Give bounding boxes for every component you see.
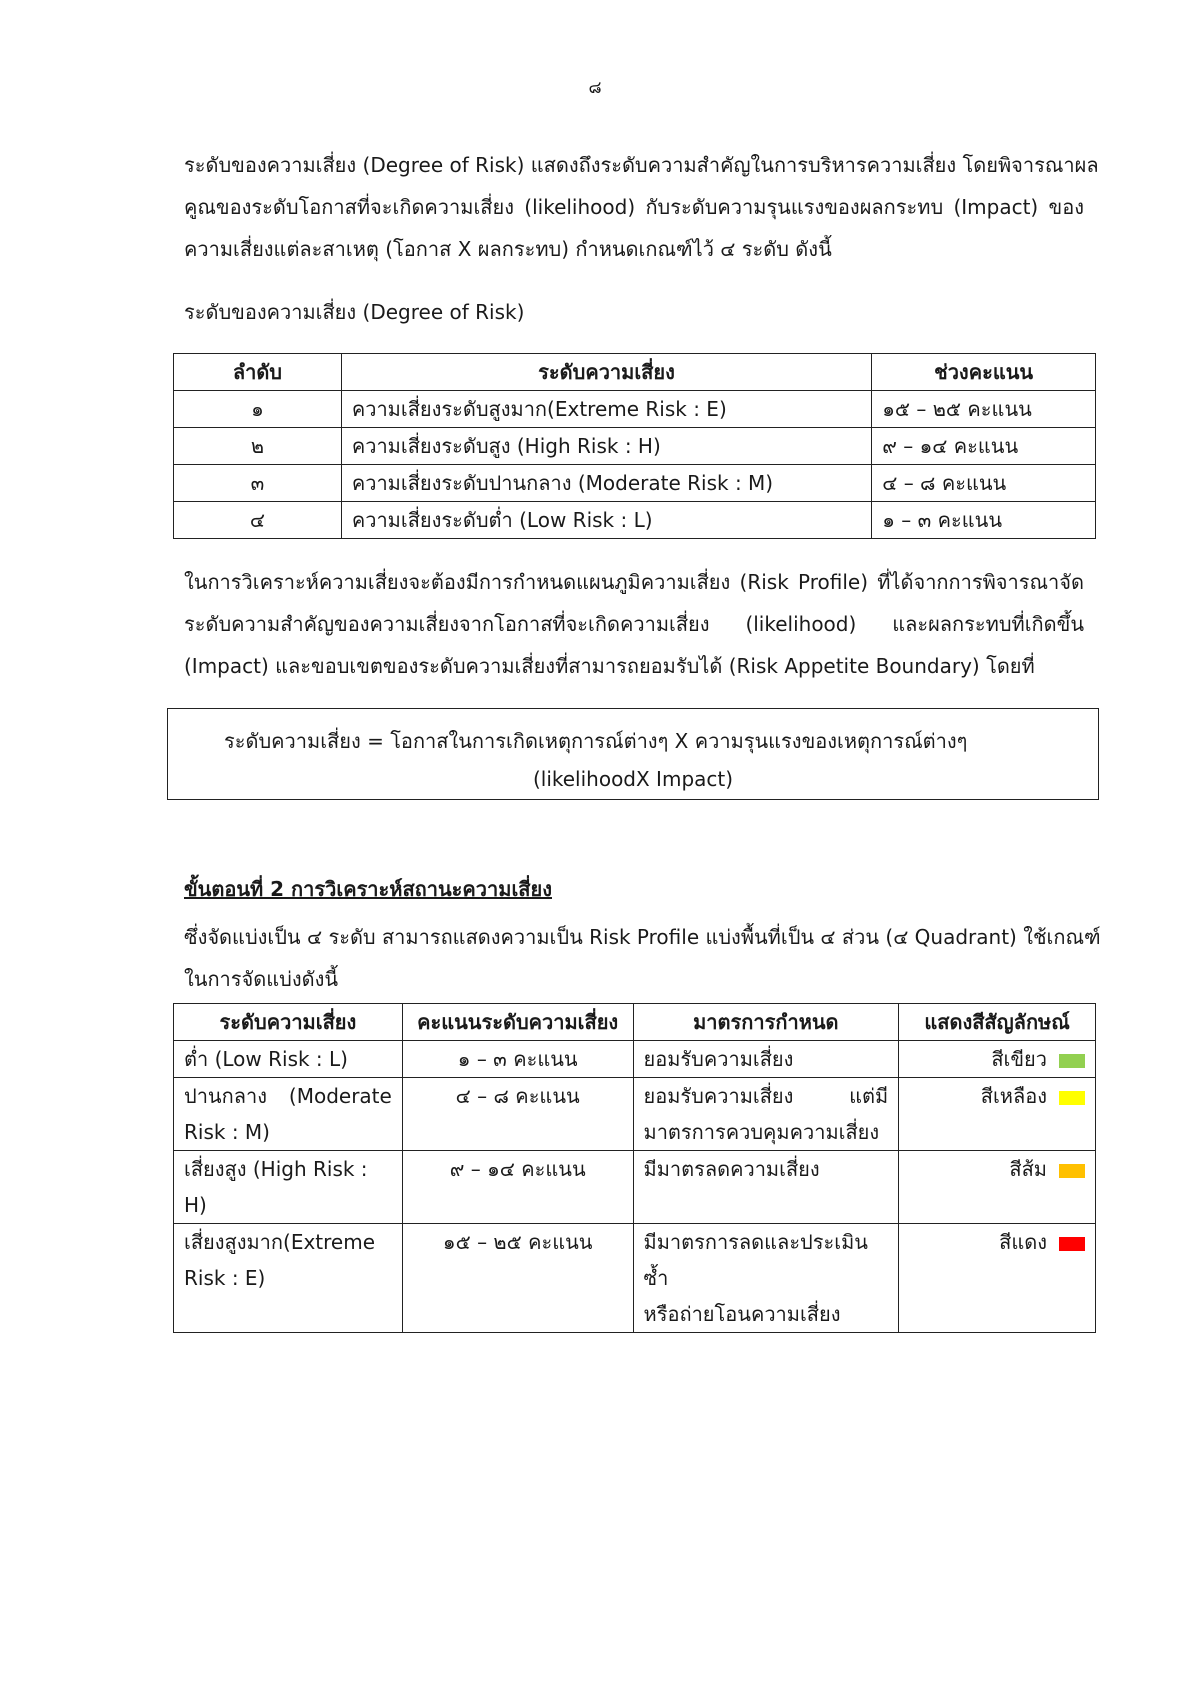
- formula-box: [167, 708, 1099, 800]
- table-row: [174, 1224, 1096, 1333]
- color-symbol: [899, 1041, 1096, 1078]
- risk-level-text: ปานกลาง (Moderate: [184, 1084, 392, 1108]
- column-header: ระดับความเสี่ยง: [174, 1004, 403, 1041]
- risk-level: ความเสี่ยงระดับสูงมาก(Extreme Risk : E): [341, 391, 871, 428]
- score-range: ๑ – ๓ คะแนน: [872, 502, 1096, 539]
- measure-text: หรือถ่ายโอนความเสี่ยง: [643, 1302, 841, 1326]
- score-range: ๑๕ – ๒๕ คะแนน: [402, 1224, 633, 1333]
- analysis-line: ในการวิเคราะห์ความเสี่ยงจะต้องมีการกำหนดแผนภูมิความเสี่ยง (Risk Profile) ที่ได้จากการพิจารณาจัด: [184, 570, 1084, 594]
- table-row: [174, 428, 1096, 465]
- color-label: สีแดง: [999, 1230, 1047, 1254]
- formula-line: (likelihoodX Impact): [532, 767, 734, 791]
- color-symbol: [899, 1224, 1096, 1333]
- step2-paragraph: [184, 916, 1101, 1000]
- formula-line: ระดับความเสี่ยง = โอกาสในการเกิดเหตุการณ์ต่างๆ X ความรุนแรงของเหตุการณ์ต่างๆ: [224, 729, 968, 753]
- risk-status-table: [173, 1003, 1096, 1333]
- measure: [633, 1041, 899, 1078]
- measure-text: ยอมรับความเสี่ยง: [643, 1047, 794, 1071]
- table-header-row: [174, 354, 1096, 391]
- measure: [633, 1151, 899, 1224]
- table-row: [174, 391, 1096, 428]
- row-number: ๒: [174, 428, 342, 465]
- analysis-paragraph: [184, 561, 1084, 687]
- risk-level-text: Risk : M): [184, 1120, 270, 1144]
- risk-level-text: ต่ำ (Low Risk : L): [184, 1047, 348, 1071]
- measure-text: ยอมรับความเสี่ยง แต่มี: [643, 1084, 889, 1108]
- color-label: สีเหลือง: [980, 1084, 1047, 1108]
- intro-paragraph: [184, 144, 1099, 270]
- intro-line: คูณของระดับโอกาสที่จะเกิดความเสี่ยง (likelihood) กับระดับความรุนแรงของผลกระทบ (Impact) ของ: [184, 195, 1084, 219]
- risk-level: ความเสี่ยงระดับต่ำ (Low Risk : L): [341, 502, 871, 539]
- risk-level-text: เสี่ยงสูง (High Risk : H): [184, 1157, 368, 1217]
- intro-line: ระดับของความเสี่ยง (Degree of Risk) แสดงถึงระดับความสำคัญในการบริหารความเสี่ยง โดยพิจารณาผล: [184, 153, 1099, 177]
- table-row: [174, 1078, 1096, 1151]
- table-row: [174, 465, 1096, 502]
- color-label: สีเขียว: [991, 1047, 1047, 1071]
- row-number: ๑: [174, 391, 342, 428]
- column-header: ช่วงคะแนน: [872, 354, 1096, 391]
- color-swatch: [1059, 1164, 1085, 1178]
- color-symbol: [899, 1078, 1096, 1151]
- degree-of-risk-table: [173, 353, 1096, 539]
- color-swatch: [1059, 1091, 1085, 1105]
- section-heading: ขั้นตอนที่ 2 การวิเคราะห์สถานะความเสี่ยง: [184, 877, 552, 901]
- risk-level: ความเสี่ยงระดับปานกลาง (Moderate Risk : M): [341, 465, 871, 502]
- column-header: ระดับความเสี่ยง: [341, 354, 871, 391]
- row-number: ๓: [174, 465, 342, 502]
- risk-level: [174, 1151, 403, 1224]
- column-header: มาตรการกำหนด: [633, 1004, 899, 1041]
- score-range: ๙ – ๑๔ คะแนน: [872, 428, 1096, 465]
- table-row: [174, 502, 1096, 539]
- page-number: ๘: [588, 78, 602, 98]
- column-header: แสดงสีสัญลักษณ์: [899, 1004, 1096, 1041]
- risk-level: [174, 1078, 403, 1151]
- risk-level: ความเสี่ยงระดับสูง (High Risk : H): [341, 428, 871, 465]
- score-range: ๔ – ๘ คะแนน: [872, 465, 1096, 502]
- table-row: [174, 1151, 1096, 1224]
- risk-level: [174, 1041, 403, 1078]
- analysis-line: ระดับความสำคัญของความเสี่ยงจากโอกาสที่จะเกิดความเสี่ยง (likelihood) และผลกระทบที่เกิดขึ้น: [184, 612, 1084, 636]
- table-row: [174, 1041, 1096, 1078]
- measure-text: มีมาตรลดความเสี่ยง: [643, 1157, 820, 1181]
- risk-level-text: เสี่ยงสูงมาก(Extreme: [184, 1230, 376, 1254]
- color-swatch: [1059, 1054, 1085, 1068]
- degree-table-caption: ระดับของความเสี่ยง (Degree of Risk): [184, 300, 525, 324]
- measure-text: มีมาตรการลดและประเมินซ้ำ: [643, 1230, 868, 1290]
- step2-line: ในการจัดแบ่งดังนี้: [184, 967, 339, 991]
- color-swatch: [1059, 1237, 1085, 1251]
- table-header-row: [174, 1004, 1096, 1041]
- column-header: คะแนนระดับความเสี่ยง: [402, 1004, 633, 1041]
- score-range: ๔ – ๘ คะแนน: [402, 1078, 633, 1151]
- color-symbol: [899, 1151, 1096, 1224]
- score-range: ๑ – ๓ คะแนน: [402, 1041, 633, 1078]
- intro-line: ความเสี่ยงแต่ละสาเหตุ (โอกาส X ผลกระทบ) กำหนดเกณฑ์ไว้ ๔ ระดับ ดังนี้: [184, 237, 832, 261]
- score-range: ๑๕ – ๒๕ คะแนน: [872, 391, 1096, 428]
- step2-line: ซึ่งจัดแบ่งเป็น ๔ ระดับ สามารถแสดงความเป็น Risk Profile แบ่งพื้นที่เป็น ๔ ส่วน (๔ Quadrant) ใช้เกณฑ์: [184, 925, 1101, 949]
- score-range: ๙ – ๑๔ คะแนน: [402, 1151, 633, 1224]
- color-label: สีส้ม: [1009, 1157, 1047, 1181]
- column-header: ลำดับ: [174, 354, 342, 391]
- risk-level-text: Risk : E): [184, 1266, 266, 1290]
- measure-text: มาตรการควบคุมความเสี่ยง: [643, 1120, 880, 1144]
- measure: [633, 1078, 899, 1151]
- risk-level: [174, 1224, 403, 1333]
- row-number: ๔: [174, 502, 342, 539]
- measure: [633, 1224, 899, 1333]
- analysis-line: (Impact) และขอบเขตของระดับความเสี่ยงที่สามารถยอมรับได้ (Risk Appetite Boundary) โดยที่: [184, 654, 1035, 678]
